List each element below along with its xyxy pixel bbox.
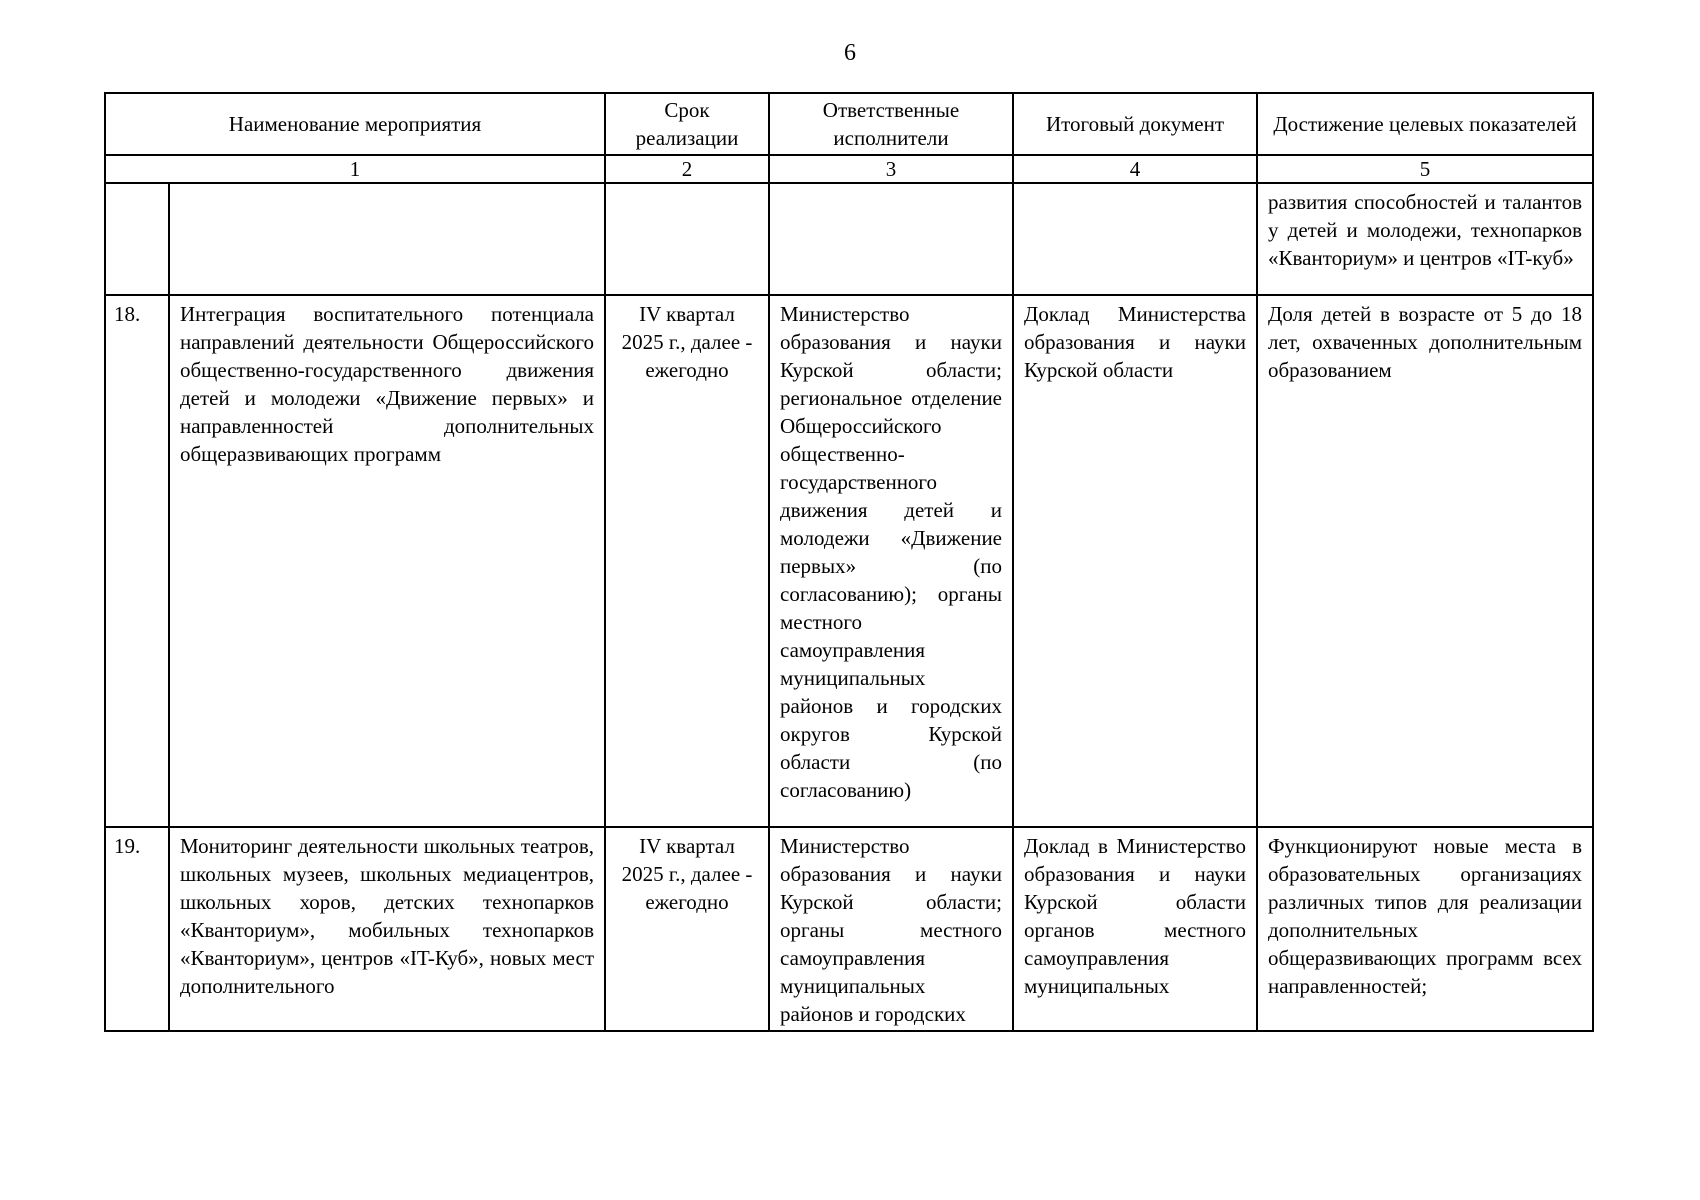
column-number: 3 <box>769 155 1013 183</box>
term: IV квартал 2025 г., далее - ежегодно <box>605 827 769 1031</box>
table-header-row <box>105 93 1593 155</box>
executors: Министерство образования и науки Курской области; региональное отделение Общероссийского общественно-государственного движения детей и молодежи «Движение первых» (по согласованию); органы местного самоуправления муниципальных районов и городских округов Курской области (по согласованию) <box>769 295 1013 827</box>
executors: Министерство образования и науки Курской области; органы местного самоуправления муниципальных районов и городских <box>769 827 1013 1031</box>
table-row <box>105 183 1593 295</box>
activities-table <box>104 92 1594 1032</box>
row-number: 19. <box>105 827 169 1031</box>
header-activity-name: Наименование мероприятия <box>105 93 605 155</box>
row-number <box>105 183 169 295</box>
header-indicators: Достижение целевых показателей <box>1257 93 1593 155</box>
activity-name: Интеграция воспитательного потенциала направлений деятельности Общероссийского общественно-государственного движения детей и молодежи «Движение первых» и направленностей дополнительных общеразвивающих программ <box>169 295 605 827</box>
column-number: 2 <box>605 155 769 183</box>
result-document <box>1013 183 1257 295</box>
target-indicators: развития способностей и талантов у детей и молодежи, технопарков «Кванториум» и центров «IT-куб» <box>1257 183 1593 295</box>
result-document: Доклад Министерства образования и науки Курской области <box>1013 295 1257 827</box>
table-row <box>105 827 1593 1031</box>
target-indicators: Функционируют новые места в образовательных организациях различных типов для реализации дополнительных общеразвивающих программ всех направленностей; <box>1257 827 1593 1031</box>
term <box>605 183 769 295</box>
header-term: Срок реализации <box>605 93 769 155</box>
activity-name: Мониторинг деятельности школьных театров, школьных музеев, школьных медиацентров, школьных хоров, детских технопарков «Кванториум», мобильных технопарков «Кванториум», центров «IT-Куб», новых мест дополнительного <box>169 827 605 1031</box>
column-number: 5 <box>1257 155 1593 183</box>
column-number-row <box>105 155 1593 183</box>
term: IV квартал 2025 г., далее - ежегодно <box>605 295 769 827</box>
page-number: 6 <box>844 40 856 66</box>
row-number: 18. <box>105 295 169 827</box>
column-number: 1 <box>105 155 605 183</box>
header-document: Итоговый документ <box>1013 93 1257 155</box>
executors <box>769 183 1013 295</box>
table-row <box>105 295 1593 827</box>
column-number: 4 <box>1013 155 1257 183</box>
activity-name <box>169 183 605 295</box>
target-indicators: Доля детей в возрасте от 5 до 18 лет, охваченных дополнительным образованием <box>1257 295 1593 827</box>
result-document: Доклад в Министерство образования и науки Курской области органов местного самоуправления муниципальных <box>1013 827 1257 1031</box>
header-executors: Ответственные исполнители <box>769 93 1013 155</box>
